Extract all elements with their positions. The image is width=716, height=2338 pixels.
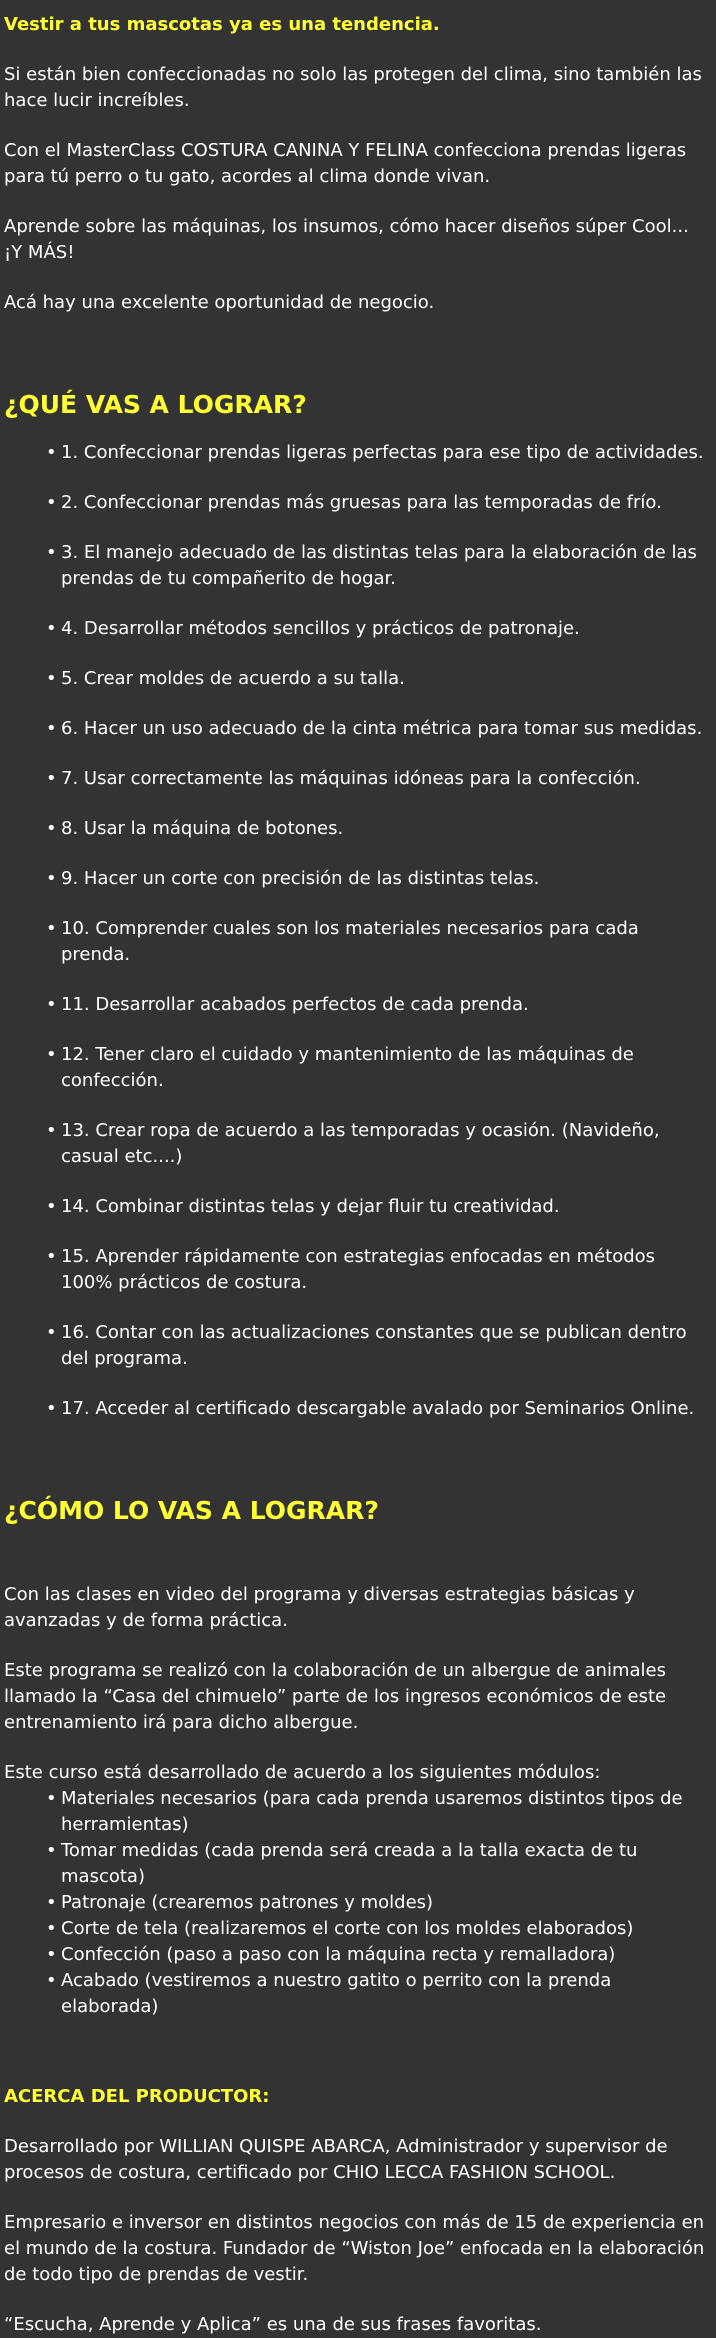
goal-item: • 13. Crear ropa de acuerdo a las temporadas y ocasión. (Navideño, casual etc....) [46, 1118, 710, 1170]
module-item: • Corte de tela (realizaremos el corte con los moldes elaborados) [46, 1916, 710, 1942]
goal-item: • 1. Confeccionar prendas ligeras perfectas para ese tipo de actividades. [46, 440, 710, 466]
goal-item: • 16. Contar con las actualizaciones constantes que se publican dentro del programa. [46, 1320, 710, 1372]
goal-item: • 11. Desarrollar acabados perfectos de cada prenda. [46, 992, 710, 1018]
producer-paragraph-2: Empresario e inversor en distintos negocios con más de 15 de experiencia en el mundo de la costura. Fundador de “Wiston Joe” enfocada en la elaboración de todo tipo de prendas de vestir. [4, 2212, 705, 2285]
goals-heading: ¿QUÉ VAS A LOGRAR? [4, 390, 307, 419]
goal-item: • 8. Usar la máquina de botones. [46, 816, 710, 842]
goal-item: • 6. Hacer un uso adecuado de la cinta métrica para tomar sus medidas. [46, 716, 710, 742]
goals-list [4, 440, 710, 1422]
module-item: • Patronaje (crearemos patrones y moldes) [46, 1890, 710, 1916]
goal-item: • 15. Aprender rápidamente con estrategias enfocadas en métodos 100% prácticos de costura. [46, 1244, 710, 1296]
intro-paragraph-3: Aprende sobre las máquinas, los insumos, cómo hacer diseños súper Cool... ¡Y MÁS! [4, 216, 689, 263]
module-item: • Tomar medidas (cada prenda será creada a la talla exacta de tu mascota) [46, 1838, 710, 1890]
intro-paragraph-1: Si están bien confeccionadas no solo las protegen del clima, sino también las hace lucir increíbles. [4, 64, 702, 111]
how-paragraph-2: Este programa se realizó con la colaboración de un albergue de animales llamado la “Casa del chimuelo” parte de los ingresos económicos de este entrenamiento irá para dicho albergue. [4, 1660, 667, 1733]
goal-item: • 14. Combinar distintas telas y dejar fluir tu creatividad. [46, 1194, 710, 1220]
how-paragraph-3: Este curso está desarrollado de acuerdo a los siguientes módulos: [4, 1762, 601, 1783]
producer-heading: ACERCA DEL PRODUCTOR: [4, 2086, 270, 2107]
modules-list [4, 1786, 710, 2020]
intro-title: Vestir a tus mascotas ya es una tendencia. [4, 14, 440, 35]
module-item: • Materiales necesarios (para cada prenda usaremos distintos tipos de herramientas) [46, 1786, 710, 1838]
how-paragraph-1: Con las clases en video del programa y diversas estrategias básicas y avanzadas y de forma práctica. [4, 1584, 635, 1631]
module-item: • Acabado (vestiremos a nuestro gatito o perrito con la prenda elaborada) [46, 1968, 710, 2020]
producer-paragraph-1: Desarrollado por WILLIAN QUISPE ABARCA, Administrador y supervisor de procesos de costura, certificado por CHIO LECCA FASHION SCHOOL. [4, 2136, 668, 2183]
producer-paragraph-3: “Escucha, Aprende y Aplica” es una de sus frases favoritas. [4, 2314, 542, 2335]
goal-item: • 2. Confeccionar prendas más gruesas para las temporadas de frío. [46, 490, 710, 516]
goal-item: • 3. El manejo adecuado de las distintas telas para la elaboración de las prendas de tu compañerito de hogar. [46, 540, 710, 592]
goal-item: • 9. Hacer un corte con precisión de las distintas telas. [46, 866, 710, 892]
goal-item: • 17. Acceder al certificado descargable avalado por Seminarios Online. [46, 1396, 710, 1422]
goal-item: • 10. Comprender cuales son los materiales necesarios para cada prenda. [46, 916, 710, 968]
goal-item: • 12. Tener claro el cuidado y mantenimiento de las máquinas de confección. [46, 1042, 710, 1094]
intro-paragraph-4: Acá hay una excelente oportunidad de negocio. [4, 292, 435, 313]
goal-item: • 5. Crear moldes de acuerdo a su talla. [46, 666, 710, 692]
module-item: • Confección (paso a paso con la máquina recta y remalladora) [46, 1942, 710, 1968]
goal-item: • 4. Desarrollar métodos sencillos y prácticos de patronaje. [46, 616, 710, 642]
intro-paragraph-2: Con el MasterClass COSTURA CANINA Y FELINA confecciona prendas ligeras para tú perro o tu gato, acordes al clima donde vivan. [4, 140, 687, 187]
how-heading: ¿CÓMO LO VAS A LOGRAR? [4, 1496, 379, 1525]
goal-item: • 7. Usar correctamente las máquinas idóneas para la confección. [46, 766, 710, 792]
